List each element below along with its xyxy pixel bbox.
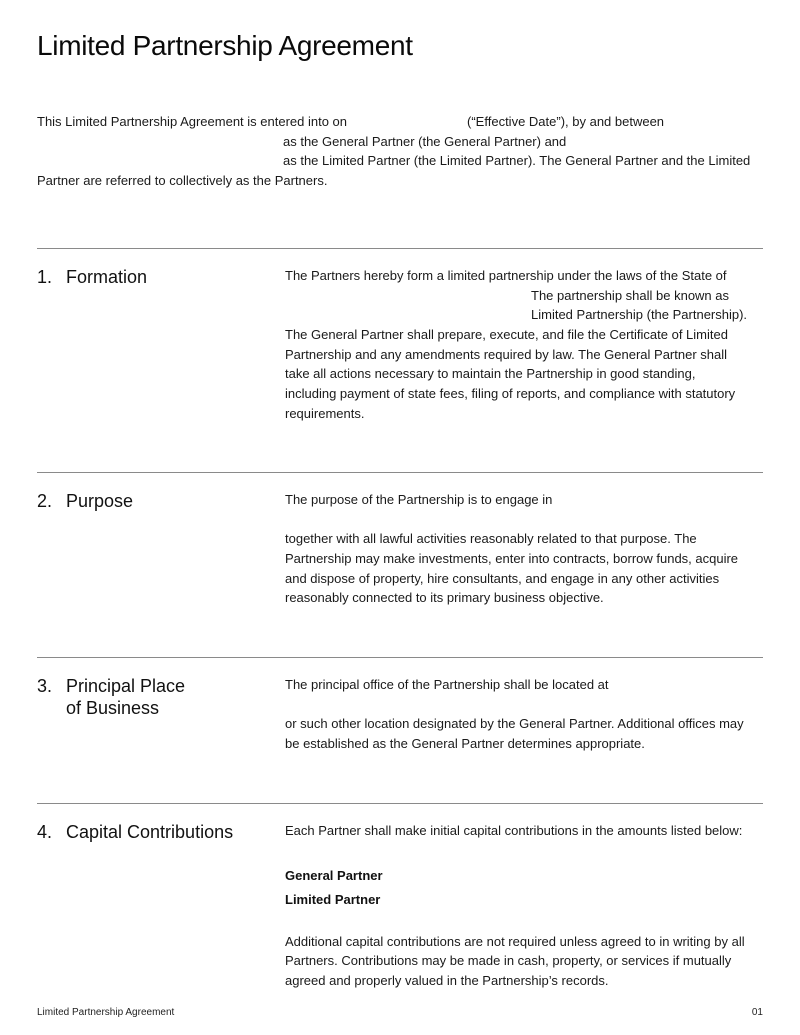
intro-text: (“Effective Date”), by and between bbox=[467, 114, 665, 129]
section-body bbox=[285, 490, 763, 608]
section-divider bbox=[37, 803, 763, 804]
body-line: Partners. Contributions may be made in cash, property, or services if mutually bbox=[285, 953, 732, 969]
body-line: or such other location designated by the General Partner. Additional offices may bbox=[285, 716, 744, 732]
intro-text: as the General Partner (the General Partner) and bbox=[283, 133, 567, 149]
section-heading bbox=[37, 675, 277, 719]
body-line: The Partners hereby form a limited partnership under the laws of the State of bbox=[285, 268, 727, 283]
section-number: 3. bbox=[37, 676, 53, 696]
body-line: requirements. bbox=[285, 405, 365, 421]
intro-paragraph bbox=[37, 112, 763, 191]
page-number: 01 bbox=[751, 1007, 763, 1018]
section-heading bbox=[37, 266, 277, 288]
body-line: Partnership may make investments, enter into contracts, borrow funds, acquire bbox=[285, 551, 739, 567]
intro-text: This Limited Partnership Agreement is entered into on bbox=[37, 114, 348, 129]
purpose-blank bbox=[285, 510, 763, 530]
footer-document-title: Limited Partnership Agreement bbox=[37, 1007, 175, 1018]
document-title: Limited Partnership Agreement bbox=[37, 30, 413, 61]
body-line: including payment of state fees, filing of reports, and compliance with statutory bbox=[285, 386, 736, 402]
section-heading bbox=[37, 821, 277, 843]
section-title: Formation bbox=[66, 267, 148, 287]
section-title-line: of Business bbox=[66, 698, 160, 718]
section-number: 1. bbox=[37, 267, 53, 287]
page-footer bbox=[37, 1007, 763, 1018]
body-line: The partnership shall be known as bbox=[531, 287, 730, 303]
body-line: The General Partner shall prepare, execute, and file the Certificate of Limited bbox=[285, 327, 728, 343]
section-divider bbox=[37, 472, 763, 473]
body-line: take all actions necessary to maintain the Partnership in good standing, bbox=[285, 366, 696, 382]
section-title: Purpose bbox=[66, 491, 134, 511]
body-line: The purpose of the Partnership is to engage in bbox=[285, 492, 553, 507]
section-body bbox=[285, 266, 763, 424]
body-line: agreed and properly valued in the Partnership’s records. bbox=[285, 973, 609, 989]
section-heading bbox=[37, 490, 277, 512]
section-title-line: Principal Place bbox=[66, 676, 186, 696]
address-blank bbox=[285, 695, 763, 715]
contributions-table bbox=[285, 864, 763, 912]
section-body bbox=[285, 675, 763, 754]
body-line: The principal office of the Partnership shall be located at bbox=[285, 677, 609, 692]
section-body bbox=[285, 821, 763, 991]
body-line: and dispose of property, hire consultants, and engage in any other activities bbox=[285, 570, 720, 586]
section-divider bbox=[37, 657, 763, 658]
body-line: Additional capital contributions are not required unless agreed to in writing by all bbox=[285, 933, 745, 949]
body-line: Limited Partnership (the Partnership). bbox=[531, 307, 748, 323]
body-line: reasonably connected to its primary business objective. bbox=[285, 590, 604, 606]
contribution-row-limited-partner: Limited Partner bbox=[285, 891, 381, 907]
section-number: 2. bbox=[37, 491, 53, 511]
section-number: 4. bbox=[37, 822, 53, 842]
document-page bbox=[37, 0, 763, 1035]
intro-text: as the Limited Partner (the Limited Partner). The General Partner and the Limited bbox=[283, 153, 751, 169]
section-title: Capital Contributions bbox=[66, 822, 234, 842]
body-line: Each Partner shall make initial capital contributions in the amounts listed below: bbox=[285, 823, 743, 838]
body-line: Partnership and any amendments required by law. The General Partner shall bbox=[285, 346, 728, 362]
section-title bbox=[66, 675, 277, 719]
intro-text: Partner are referred to collectively as the Partners. bbox=[37, 173, 328, 189]
contribution-row-general-partner: General Partner bbox=[285, 867, 383, 883]
body-line: together with all lawful activities reasonably related to that purpose. The bbox=[285, 531, 697, 547]
body-line: be established as the General Partner determines appropriate. bbox=[285, 736, 645, 752]
section-divider bbox=[37, 248, 763, 249]
